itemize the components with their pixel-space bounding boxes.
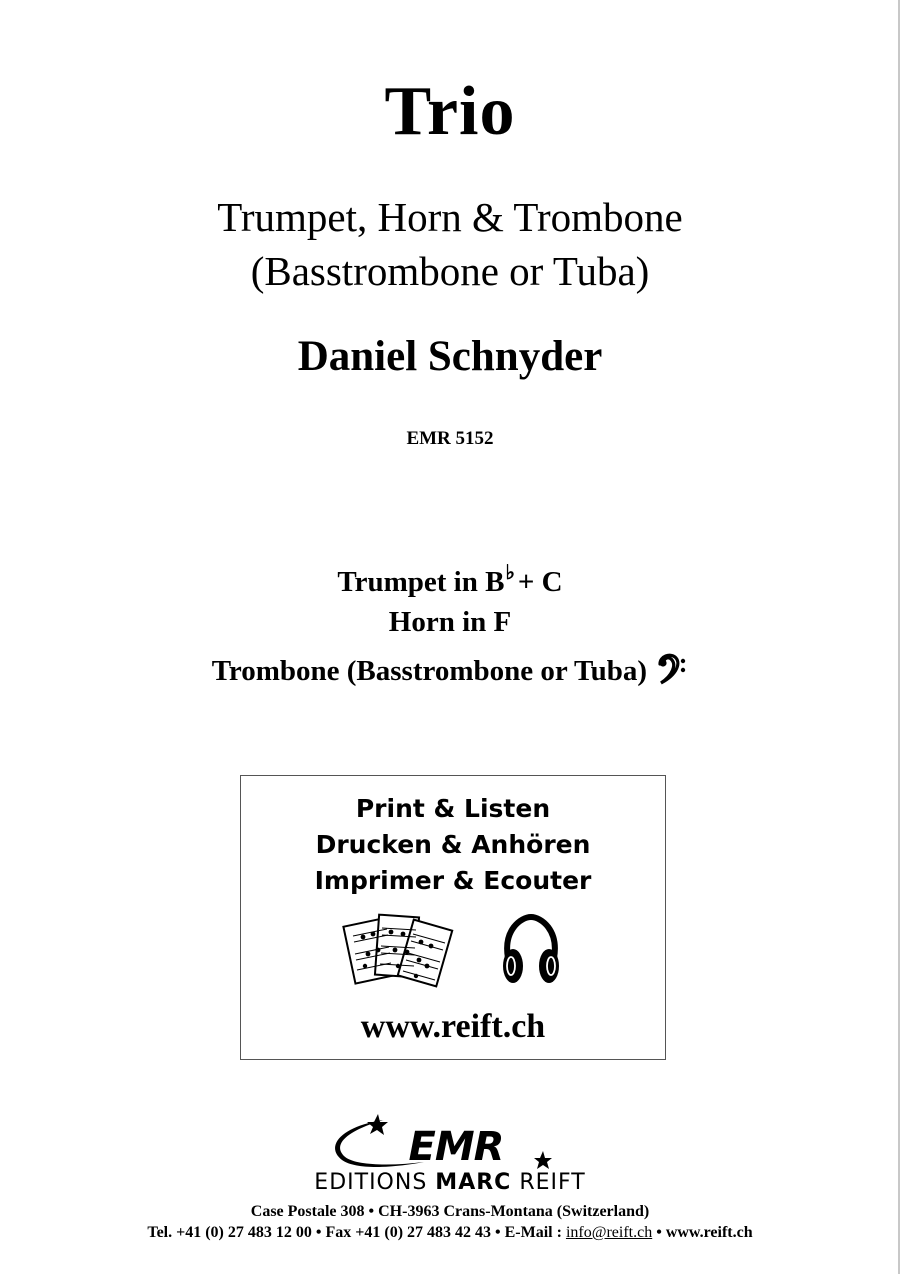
instrumentation-line-2: (Basstrombone or Tuba) [250,248,650,294]
publisher-name-part2: MARC [435,1170,512,1195]
flat-sign: ♭ [505,562,515,584]
promo-line-german: Drucken & Anhören [315,830,591,859]
score-title: Trio [384,73,516,150]
promo-line-english: Print & Listen [355,794,551,823]
publisher-address: Case Postale 308 • CH-3963 Crans-Montana (Switzerland) [250,1203,650,1220]
catalog-number: EMR 5152 [406,428,494,449]
publisher-contact [0,1224,900,1242]
promo-line-french: Imprimer & Ecouter [314,866,592,895]
publisher-name [0,1170,900,1195]
trumpet-suffix: + C [517,566,563,598]
headphones-icon [499,914,563,990]
contact-phone-fax: Tel. +41 (0) 27 483 12 00 • Fax +41 (0) 27 483 42 43 • E-Mail : [147,1224,562,1241]
emr-logo [322,1112,558,1172]
publisher-name-part1: EDITIONS [314,1170,428,1195]
trombone-label: Trombone (Basstrombone or Tuba) [211,655,648,687]
contact-website[interactable]: • www.reift.ch [656,1224,753,1241]
trumpet-label: Trumpet in B [337,566,505,598]
instrument-trumpet [0,560,900,599]
bass-clef-icon [656,652,688,686]
print-listen-box [240,775,666,1060]
instrument-trombone [0,652,900,688]
instrument-horn: Horn in F [388,606,512,638]
instrumentation-line-1: Trumpet, Horn & Trombone [217,194,683,240]
sheet-music-icon [341,910,457,1000]
email-link[interactable]: info@reift.ch [565,1224,653,1241]
website-url[interactable]: www.reift.ch [360,1008,546,1045]
svg-text:EMR: EMR [408,1124,504,1170]
composer-name: Daniel Schnyder [297,333,603,380]
publisher-name-part3: REIFT [519,1170,586,1195]
